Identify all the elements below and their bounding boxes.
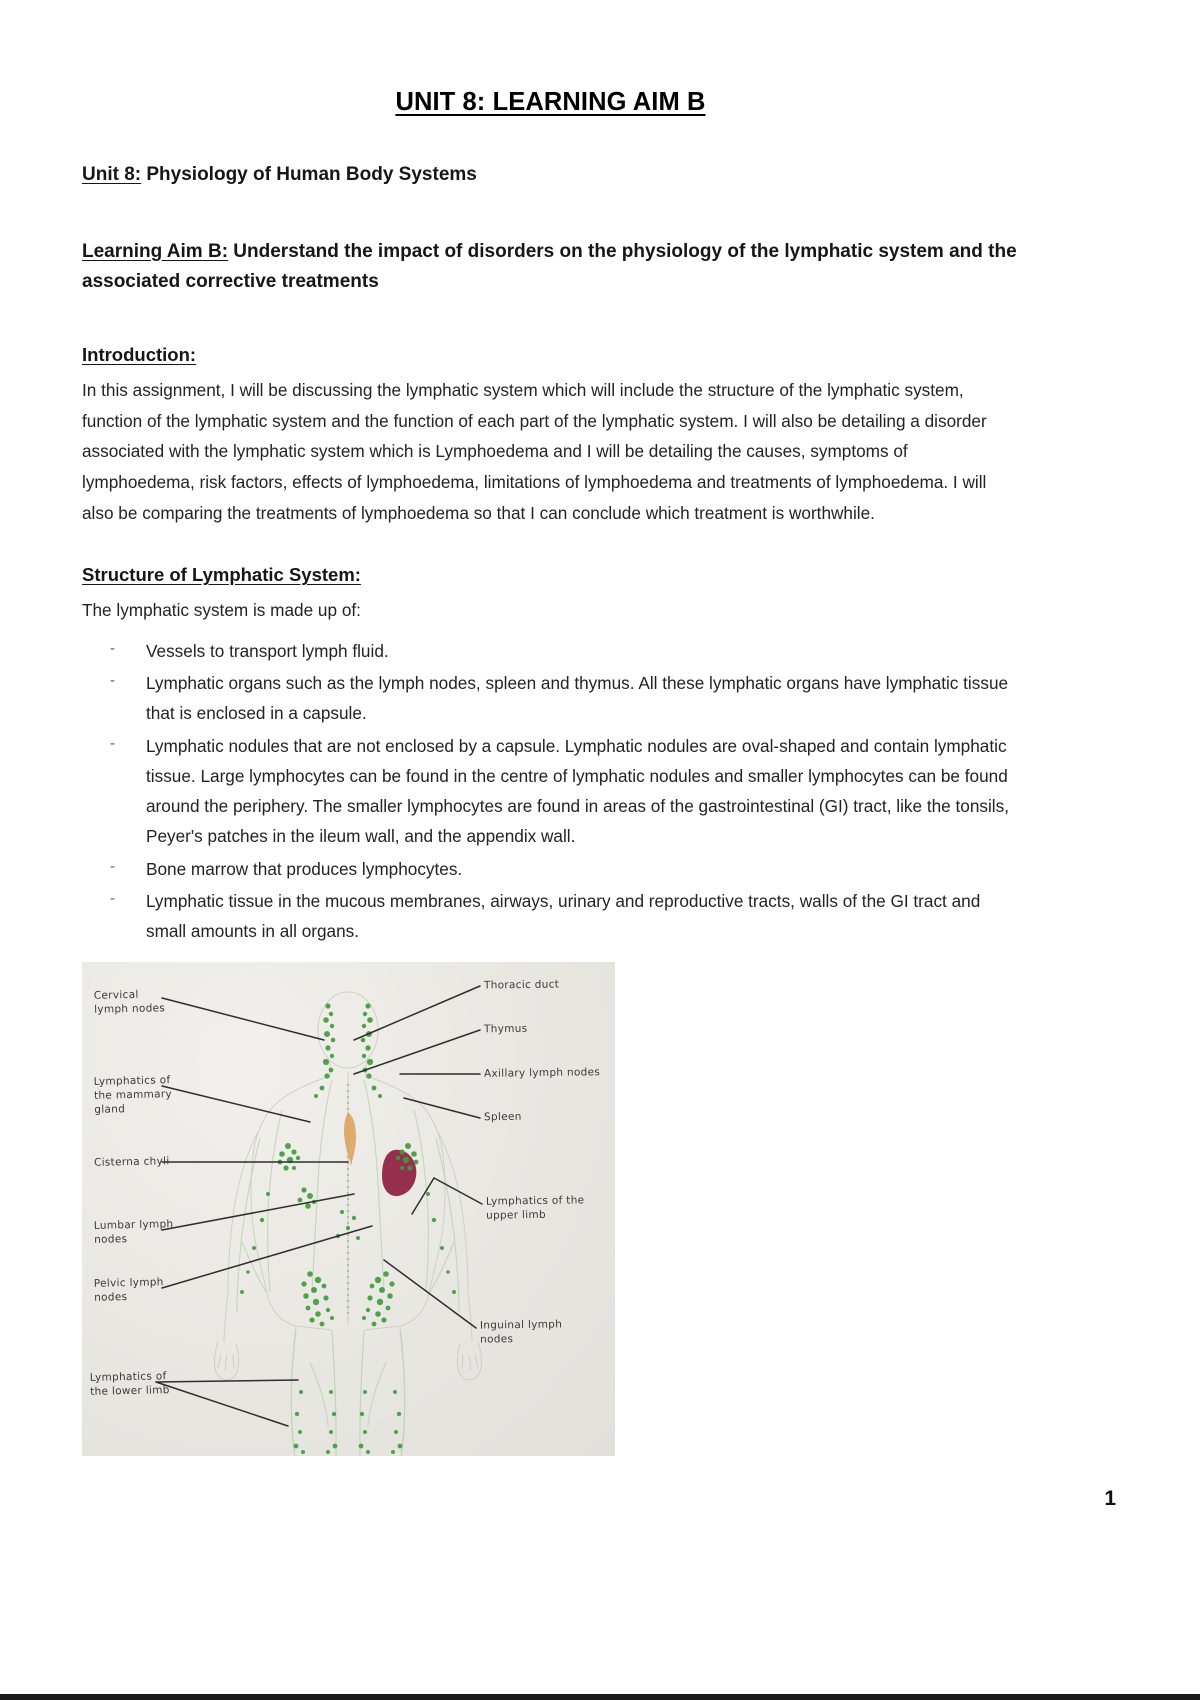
page-title: UNIT 8: LEARNING AIM B bbox=[395, 88, 706, 116]
diagram-label-cervical-lymph-nodes: Cervical lymph nodes bbox=[93, 989, 166, 1017]
unit-line bbox=[82, 161, 1019, 189]
introduction-paragraph: In this assignment, I will be discussing the lymphatic system which will include the structure of the lymphatic system, function of the lymphatic system and the function of each part of the lymphatic system. I will also be detailing a disorder associated with the lymphatic system which is Lymphoedema and I will be detailing the causes, symptoms of lymphoedema, risk factors, effects of lymphoedema, limitations of lymphoedema and treatments of lymphoedema. I will also be comparing the treatments of lymphoedema so that I can conclude which treatment is worthwhile. bbox=[82, 380, 987, 523]
learning-aim-label: Learning Aim B: bbox=[82, 240, 229, 262]
thymus-organ bbox=[344, 1112, 356, 1166]
lymphatic-system-diagram bbox=[82, 962, 615, 1456]
learning-aim-line bbox=[82, 237, 1019, 299]
list-item: - Lymphatic nodules that are not enclosed by a capsule. Lymphatic nodules are oval-shaped and contain lymphatic tissue. Large lymphocytes can be found in the centre of lymphatic nodules and smaller lymphocytes can be found around the periphery. The smaller lymphocytes are found in areas of the gastrointestinal (GI) tract, like the tonsils, Peyer's patches in the ileum wall, and the appendix wall. bbox=[82, 731, 1019, 852]
diagram-label-pelvic-lymph-nodes: Pelvic lymph nodes bbox=[93, 1276, 164, 1305]
unit-label: Unit 8: bbox=[82, 164, 142, 185]
document-content bbox=[82, 88, 1019, 1456]
structure-intro-line: The lymphatic system is made up of: bbox=[82, 600, 361, 621]
introduction-heading: Introduction: bbox=[82, 344, 197, 366]
list-item: - Lymphatic tissue in the mucous membranes, airways, urinary and reproductive tracts, walls of the GI tract and small amounts in all organs. bbox=[82, 886, 1019, 947]
structure-heading: Structure of Lymphatic System: bbox=[82, 564, 361, 586]
list-item: - Vessels to transport lymph fluid. bbox=[82, 636, 1019, 666]
diagram-label-lymphatics-upper-limb: Lymphatics of the upper limb bbox=[485, 1194, 585, 1223]
diagram-label-thymus: Thymus bbox=[483, 1023, 528, 1036]
diagram-label-lymphatics-mammary-gland: Lymphatics of the mammary gland bbox=[93, 1074, 173, 1117]
diagram-label-thoracic-duct: Thoracic duct bbox=[483, 978, 560, 992]
diagram-label-lumbar-lymph-nodes: Lumbar lymph nodes bbox=[93, 1218, 174, 1247]
page-number: 1 bbox=[1104, 1487, 1116, 1510]
page-bottom-edge bbox=[0, 1694, 1200, 1700]
learning-aim-text: Understand the impact of disorders on the physiology of the lymphatic system and the associated corrective treatments bbox=[82, 240, 1017, 293]
diagram-label-inguinal-lymph-nodes: Inguinal lymph nodes bbox=[479, 1318, 563, 1347]
diagram-label-axillary-lymph-nodes: Axillary lymph nodes bbox=[483, 1066, 601, 1081]
structure-bullet-list bbox=[82, 636, 1019, 947]
unit-text: Physiology of Human Body Systems bbox=[141, 164, 477, 185]
list-item: - Bone marrow that produces lymphocytes. bbox=[82, 854, 1019, 884]
list-item: - Lymphatic organs such as the lymph nodes, spleen and thymus. All these lymphatic organs have lymphatic tissue that is enclosed in a capsule. bbox=[82, 668, 1019, 729]
diagram-label-spleen: Spleen bbox=[483, 1111, 522, 1124]
diagram-label-cisterna-chyli: Cisterna chyli bbox=[93, 1155, 170, 1170]
spacer bbox=[82, 528, 1019, 564]
diagram-label-lymphatics-lower-limb: Lymphatics of the lower limb bbox=[89, 1370, 170, 1399]
